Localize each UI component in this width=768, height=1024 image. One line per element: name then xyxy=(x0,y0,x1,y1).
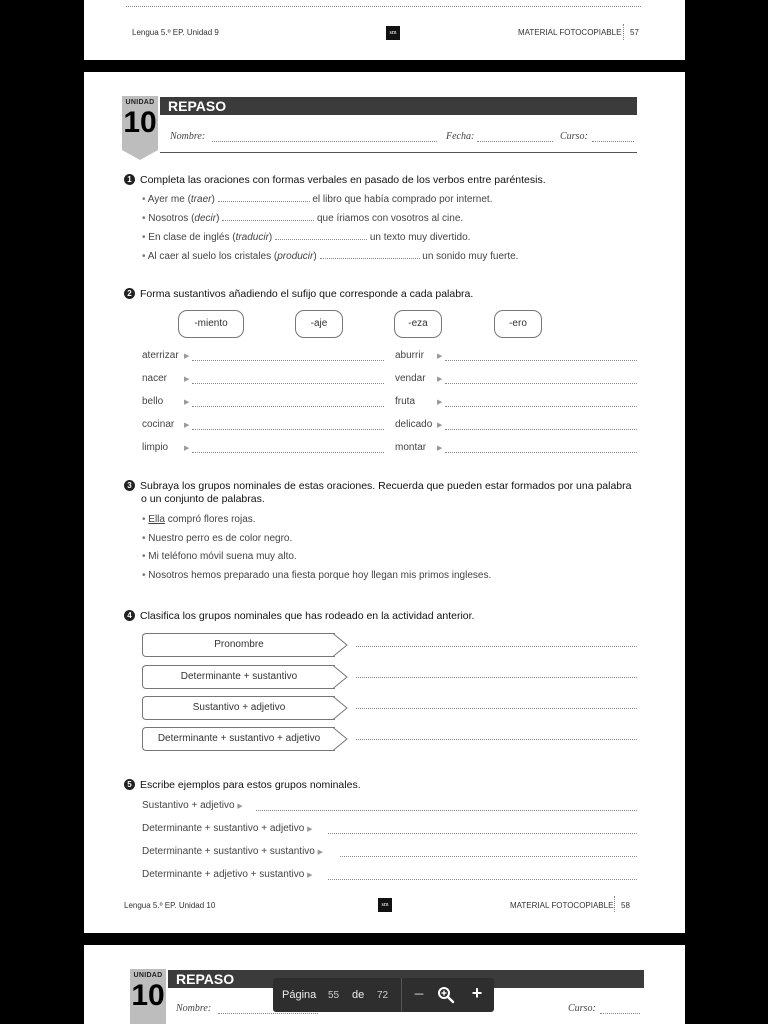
date-line[interactable] xyxy=(477,141,553,142)
unit-label: UNIDAD xyxy=(125,99,155,106)
next-name-label: Nombre: xyxy=(176,1003,212,1014)
next-page-title: REPASO xyxy=(176,971,235,987)
main-page-divider xyxy=(614,896,615,912)
q3-item-1: • Ella compró flores rojas. xyxy=(142,514,256,525)
q3-item-4: • Nosotros hemos preparado una fiesta porque hoy llegan mis primos ingleses. xyxy=(142,570,491,581)
suffix-box-aje: -aje xyxy=(295,310,343,338)
q5-line-3[interactable] xyxy=(340,856,637,857)
q4-number: 4 xyxy=(124,610,135,621)
page-title: REPASO xyxy=(168,98,227,114)
suffix-box-miento: -miento xyxy=(178,310,244,338)
arrow-icon: ▶ xyxy=(437,445,443,452)
sm-logo-icon: sm xyxy=(378,898,392,912)
word-left-2: nacer xyxy=(142,373,168,384)
arrow-icon: ▶ xyxy=(437,399,443,406)
tag-determinante-sustantivo: Determinante + sustantivo xyxy=(142,665,348,689)
arrow-icon: ▶ xyxy=(317,849,324,856)
tag-line-1[interactable] xyxy=(356,646,637,647)
plus-icon[interactable]: + xyxy=(471,983,483,1003)
main-footer-left: Lengua 5.º EP. Unidad 10 xyxy=(124,901,216,910)
q1-item-1: • Ayer me (traer) el libro que había comprado por internet. xyxy=(142,194,493,205)
current-page-input[interactable]: 55 xyxy=(328,990,340,1001)
next-unit-badge xyxy=(130,969,166,1024)
course-label: Curso: xyxy=(560,131,588,142)
q3-prompt-line1: 3 Subraya los grupos nominales de estas oraciones. Recuerda que pueden estar formados por una palabra xyxy=(124,480,631,492)
arrow-icon: ▶ xyxy=(184,399,190,406)
q1-item-2: • Nosotros (decir) que íriamos con vosotros al cine. xyxy=(142,213,463,224)
q2-number: 2 xyxy=(124,288,135,299)
sm-logo-icon: sm xyxy=(386,26,400,40)
q1-number: 1 xyxy=(124,174,135,185)
q1-item-4: • Al caer al suelo los cristales (producir) un sonido muy fuerte. xyxy=(142,251,518,262)
word-right-1: aburrir xyxy=(395,350,424,361)
tag-pronombre: Pronombre xyxy=(142,633,348,657)
arrow-icon: ▶ xyxy=(184,353,190,360)
arrow-icon: ▶ xyxy=(437,422,443,429)
minus-icon[interactable]: − xyxy=(413,984,425,1004)
q5-item-1: Sustantivo + adjetivo ▶ xyxy=(142,800,243,811)
tag-line-2[interactable] xyxy=(356,677,637,678)
word-left-5: limpio xyxy=(142,442,169,453)
q1-answer-2[interactable] xyxy=(222,220,314,221)
repaso-title-bar xyxy=(160,97,637,115)
top-page-divider xyxy=(623,24,624,40)
q3-item-2: • Nuestro perro es de color negro. xyxy=(142,533,292,544)
of-label: de xyxy=(352,989,365,1001)
tag-line-3[interactable] xyxy=(356,708,637,709)
page-label: Página xyxy=(282,989,317,1001)
arrow-icon: ▶ xyxy=(307,826,313,833)
answer-line-right-2[interactable] xyxy=(445,383,637,384)
answer-line-left-2[interactable] xyxy=(192,383,384,384)
next-course-line[interactable] xyxy=(600,1013,640,1014)
word-right-4: delicado xyxy=(395,419,433,430)
word-left-4: cocinar xyxy=(142,419,175,430)
tag-sustantivo-adjetivo: Sustantivo + adjetivo xyxy=(142,696,348,720)
course-line[interactable] xyxy=(592,141,634,142)
answer-line-left-1[interactable] xyxy=(192,360,384,361)
arrow-icon: ▶ xyxy=(237,803,243,810)
next-name-line[interactable] xyxy=(218,1013,318,1014)
main-page-number: 58 xyxy=(621,901,630,910)
q4-prompt: 4 Clasifica los grupos nominales que has rodeado en la actividad anterior. xyxy=(124,610,474,622)
arrow-icon: ▶ xyxy=(437,376,443,383)
top-footer-left: Lengua 5.º EP. Unidad 9 xyxy=(132,28,219,37)
q3-example-underlined: Ella xyxy=(148,514,165,525)
toolbar-divider xyxy=(401,978,402,1012)
answer-line-left-3[interactable] xyxy=(192,406,384,407)
top-footer-right: MATERIAL FOTOCOPIABLE xyxy=(518,28,622,37)
answer-line-right-3[interactable] xyxy=(445,406,637,407)
q1-answer-3[interactable] xyxy=(275,239,367,240)
arrow-icon: ▶ xyxy=(184,422,190,429)
header-underline xyxy=(160,152,637,153)
q5-line-4[interactable] xyxy=(328,879,637,880)
name-label: Nombre: xyxy=(170,131,206,142)
top-separator xyxy=(126,6,641,7)
q5-line-1[interactable] xyxy=(256,810,637,811)
top-page-number: 57 xyxy=(630,28,639,37)
unit-badge xyxy=(122,96,158,150)
magnifier-icon[interactable] xyxy=(437,986,455,1004)
pdf-viewer-toolbar xyxy=(273,978,494,1012)
suffix-box-ero: -ero xyxy=(494,310,542,338)
top-page xyxy=(84,0,685,60)
q5-number: 5 xyxy=(124,779,135,790)
name-line[interactable] xyxy=(212,141,437,142)
next-course-label: Curso: xyxy=(568,1003,596,1014)
date-label: Fecha: xyxy=(446,131,475,142)
q3-number: 3 xyxy=(124,480,135,491)
answer-line-right-1[interactable] xyxy=(445,360,637,361)
q3-item-3: • Mi teléfono móvil suena muy alto. xyxy=(142,551,297,562)
arrow-icon: ▶ xyxy=(184,445,190,452)
answer-line-left-5[interactable] xyxy=(192,452,384,453)
q2-prompt: 2 Forma sustantivos añadiendo el sufijo que corresponde a cada palabra. xyxy=(124,288,473,300)
q3-prompt-line2: o un conjunto de palabras. xyxy=(141,493,265,505)
word-left-3: bello xyxy=(142,396,164,407)
tag-line-4[interactable] xyxy=(356,739,637,740)
answer-line-right-5[interactable] xyxy=(445,452,637,453)
main-page xyxy=(84,72,685,933)
unit-number: 10 xyxy=(123,106,157,139)
q1-answer-4[interactable] xyxy=(320,258,420,259)
next-unit-label: UNIDAD xyxy=(133,972,163,979)
arrow-icon: ▶ xyxy=(437,353,443,360)
q1-prompt: 1 Completa las oraciones con formas verbales en pasado de los verbos entre paréntesis. xyxy=(124,174,546,186)
q5-item-3: Determinante + sustantivo + sustantivo ▶ xyxy=(142,846,324,857)
word-left-1: aterrizar xyxy=(142,350,179,361)
q1-item-3: • En clase de inglés (traducir) un texto muy divertido. xyxy=(142,232,470,243)
main-footer-right: MATERIAL FOTOCOPIABLE xyxy=(510,901,614,910)
answer-line-left-4[interactable] xyxy=(192,429,384,430)
arrow-icon: ▶ xyxy=(307,872,313,879)
word-right-5: montar xyxy=(395,442,427,453)
q5-item-2: Determinante + sustantivo + adjetivo ▶ xyxy=(142,823,313,834)
total-pages: 72 xyxy=(377,990,389,1001)
word-right-3: fruta xyxy=(395,396,416,407)
next-unit-number: 10 xyxy=(131,979,165,1012)
answer-line-right-4[interactable] xyxy=(445,429,637,430)
q1-answer-1[interactable] xyxy=(218,201,310,202)
tag-determinante-sustantivo-adjetivo: Determinante + sustantivo + adjetivo xyxy=(142,727,348,751)
q5-line-2[interactable] xyxy=(328,833,637,834)
suffix-box-eza: -eza xyxy=(394,310,442,338)
q5-item-4: Determinante + adjetivo + sustantivo ▶ xyxy=(142,869,313,880)
arrow-icon: ▶ xyxy=(184,376,190,383)
word-right-2: vendar xyxy=(395,373,426,384)
q5-prompt: 5 Escribe ejemplos para estos grupos nominales. xyxy=(124,779,361,791)
